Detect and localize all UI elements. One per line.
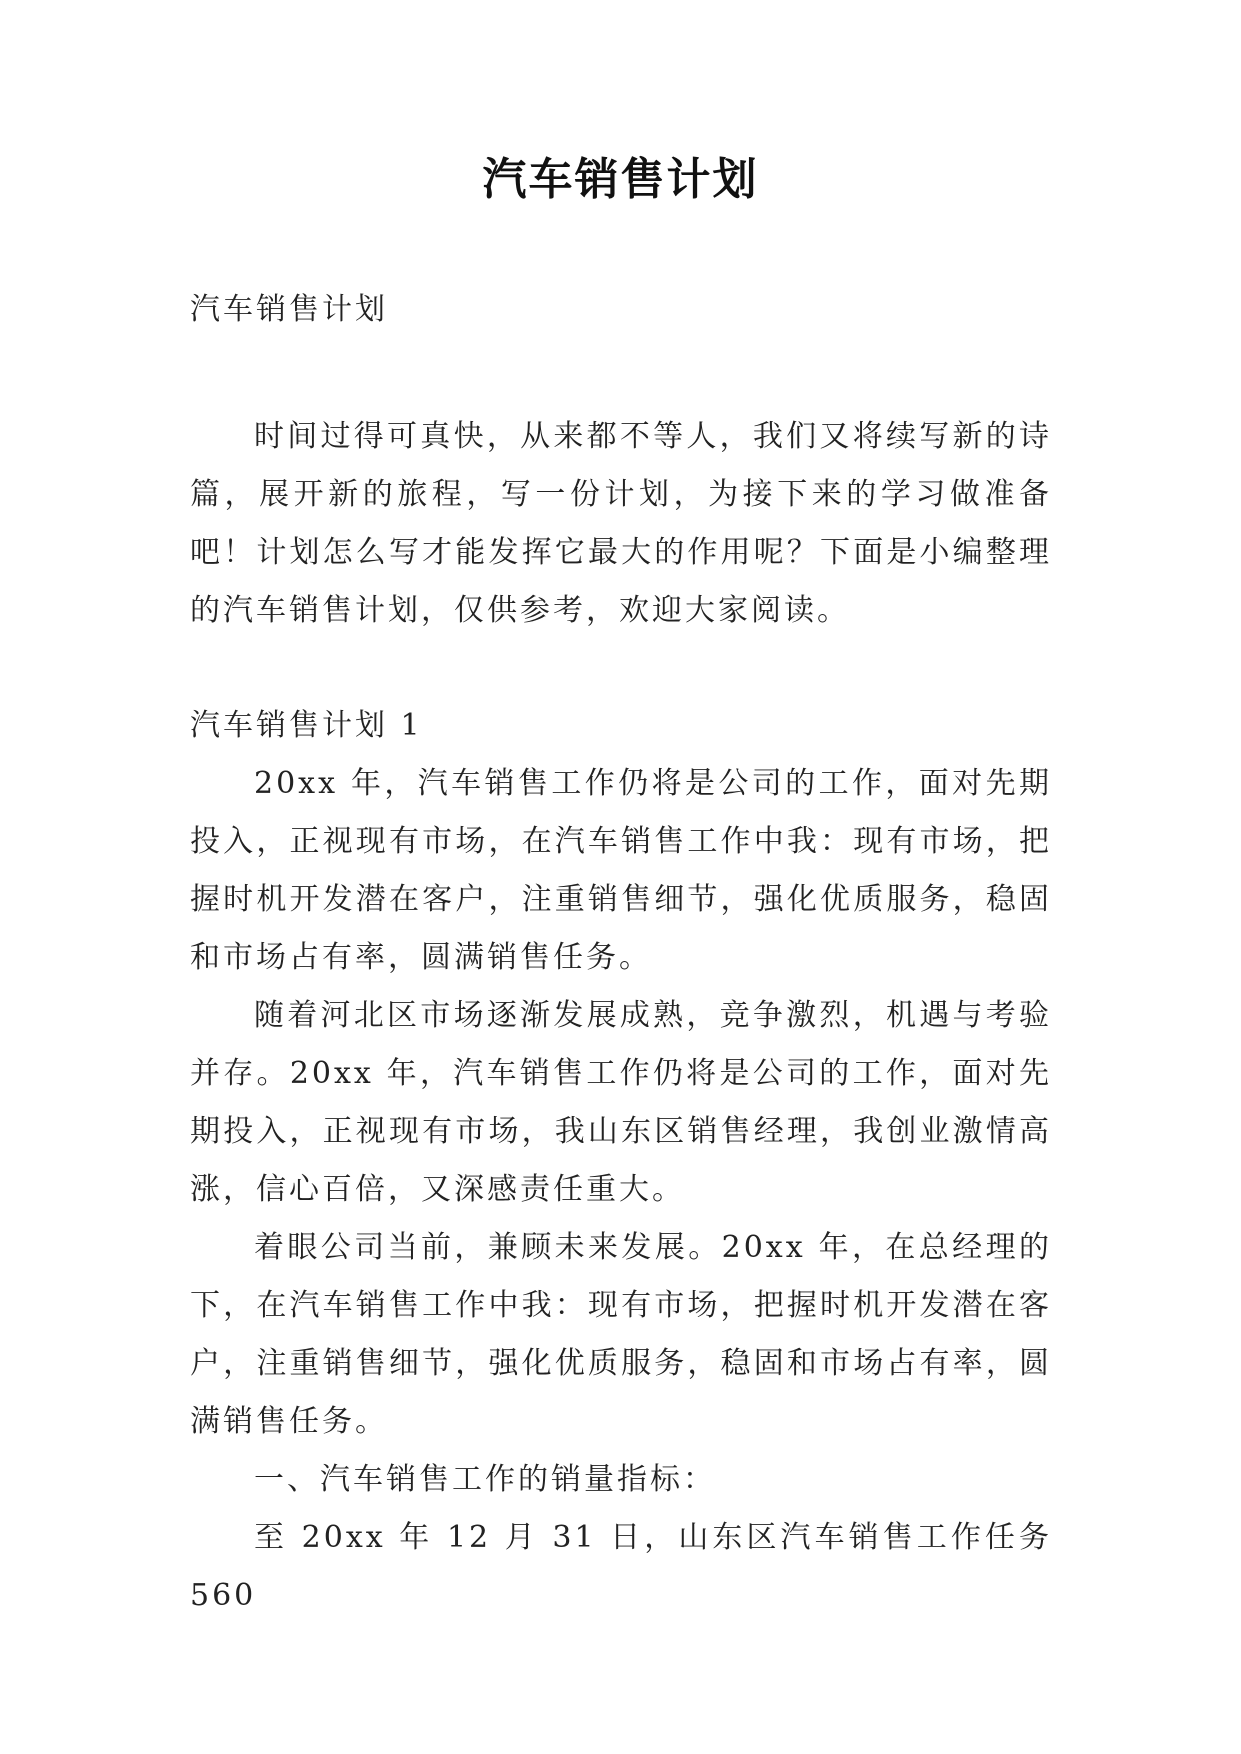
document-title: 汽车销售计划 <box>482 154 759 205</box>
body-paragraph: 20xx 年，汽车销售工作仍将是公司的工作，面对先期投入，正视现有市场，在汽车销售工作中我：现有市场，把握时机开发潜在客户，注重销售细节，强化优质服务，稳固和市场占有率，圆满销售任务。 <box>190 766 1052 975</box>
intro-paragraph: 时间过得可真快，从来都不等人，我们又将续写新的诗篇，展开新的旅程，写一份计划，为接下来的学习做准备吧！计划怎么写才能发挥它最大的作用呢？下面是小编整理的汽车销售计划，仅供参考，欢迎大家阅读。 <box>190 419 1052 628</box>
body-paragraph: 随着河北区市场逐渐发展成熟，竞争激烈，机遇与考验并存。20xx 年，汽车销售工作仍将是公司的工作，面对先期投入，正视现有市场，我山东区销售经理，我创业激情高涨，信心百倍，又深感责任重大。 <box>190 998 1052 1207</box>
body-paragraph: 着眼公司当前，兼顾未来发展。20xx 年，在总经理的下，在汽车销售工作中我：现有市场，把握时机开发潜在客户，注重销售细节，强化优质服务，稳固和市场占有率，圆满销售任务。 <box>190 1230 1052 1439</box>
intro-block <box>190 408 1052 640</box>
section-heading: 汽车销售计划 1 <box>190 708 423 743</box>
body-paragraph: 至 20xx 年 12 月 31 日，山东区汽车销售工作任务 560 <box>190 1520 1052 1613</box>
document-subtitle: 汽车销售计划 <box>190 292 388 327</box>
list-heading: 一、汽车销售工作的销量指标： <box>254 1462 716 1497</box>
section-1 <box>190 697 1052 1625</box>
